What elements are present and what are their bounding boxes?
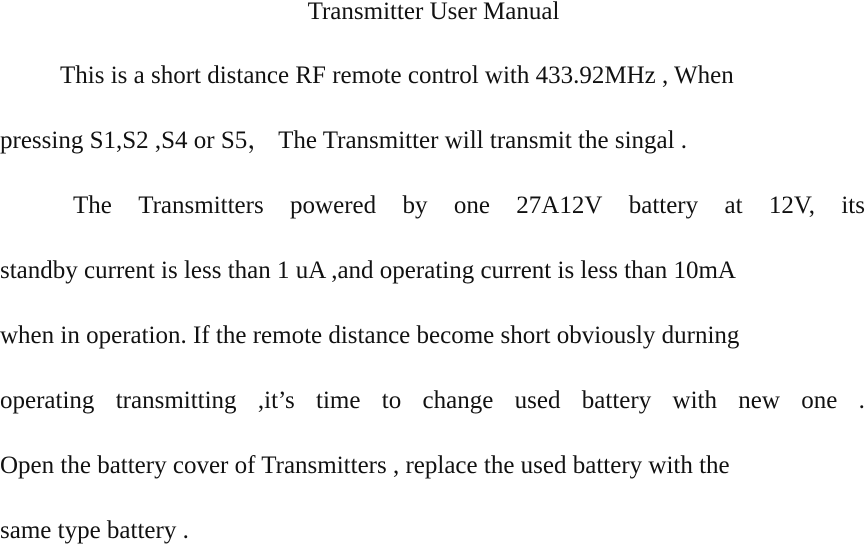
word: ,it’s: [257, 387, 295, 414]
word: to: [381, 387, 402, 414]
paragraph-1-line-1: This is a short distance RF remote control with 433.92MHz , When: [60, 62, 734, 89]
word: battery: [628, 192, 699, 219]
word: powered: [290, 192, 377, 219]
word: used: [514, 387, 561, 414]
word: time: [316, 387, 361, 414]
word: operating: [0, 387, 95, 414]
paragraph-2-line-6: same type battery .: [0, 517, 189, 544]
paragraph-2-line-1: [73, 190, 865, 222]
word: new: [738, 387, 780, 414]
word: with: [672, 387, 717, 414]
paragraph-2-line-5: Open the battery cover of Transmitters , replace the used battery with the: [0, 452, 730, 479]
word: at: [724, 192, 743, 219]
word: transmitting: [115, 387, 237, 414]
paragraph-1-line-2: pressing S1,S2 ,S4 or S5， The Transmitter will transmit the singal .: [0, 127, 688, 154]
word: Transmitters: [138, 192, 264, 219]
word: .: [858, 387, 865, 414]
page-title: Transmitter User Manual: [307, 0, 560, 25]
word: by: [402, 192, 428, 219]
word: 27A12V: [516, 192, 603, 219]
paragraph-2-line-3: when in operation. If the remote distance become short obviously durning: [0, 322, 740, 349]
word: its: [841, 192, 865, 219]
paragraph-2-line-4: [0, 385, 865, 417]
word: 12V,: [768, 192, 815, 219]
paragraph-2-line-2: standby current is less than 1 uA ,and operating current is less than 10mA: [0, 257, 736, 284]
word: battery: [581, 387, 652, 414]
word: The: [73, 192, 112, 219]
word: one: [801, 387, 838, 414]
word: change: [422, 387, 494, 414]
word: one: [453, 192, 490, 219]
